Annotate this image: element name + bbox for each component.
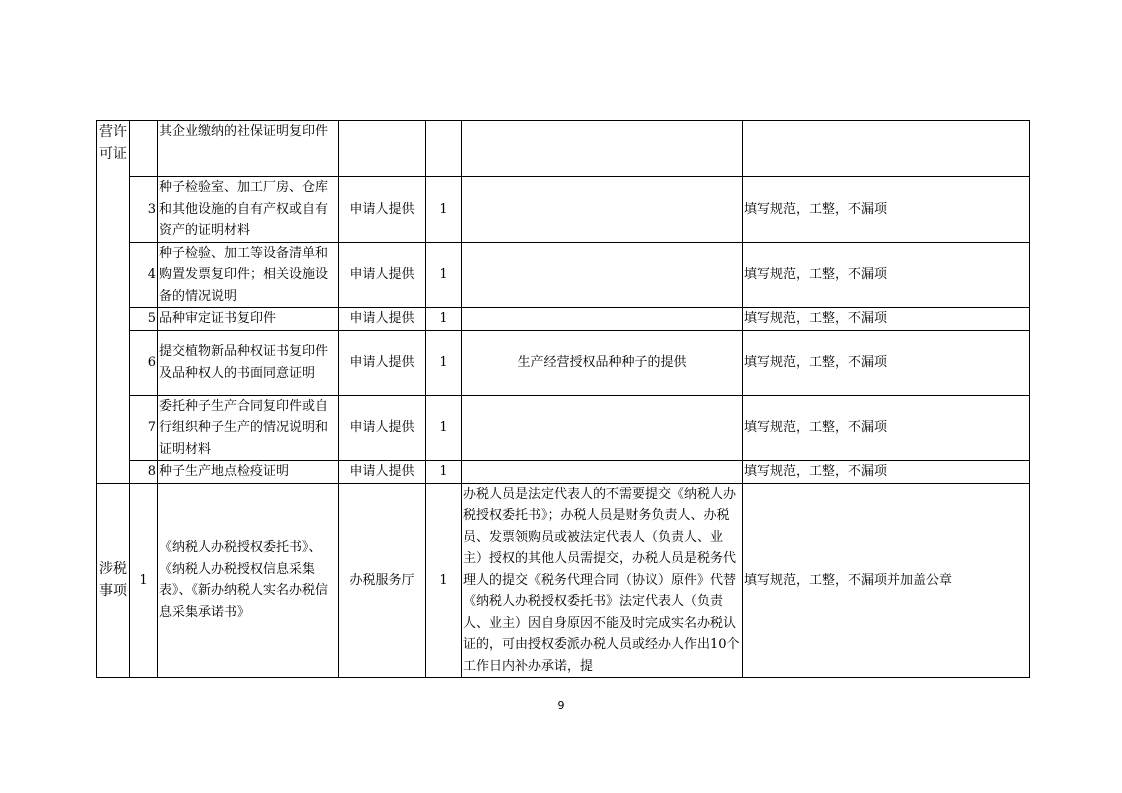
note-cell	[462, 308, 743, 331]
quantity-cell: 1	[426, 177, 462, 243]
requirement-cell	[743, 121, 1030, 177]
requirement-cell: 填写规范，工整，不漏项并加盖公章	[743, 483, 1030, 678]
page-number: 9	[557, 699, 565, 712]
note-cell	[462, 395, 743, 461]
table-row	[97, 308, 1030, 331]
quantity-cell: 1	[426, 242, 462, 308]
material-cell: 种子生产地点检疫证明	[158, 461, 339, 484]
source-cell	[339, 121, 426, 177]
source-cell: 申请人提供	[339, 395, 426, 461]
row-number: 6	[130, 330, 158, 395]
note-cell: 办税人员是法定代表人的不需要提交《纳税人办税授权委托书》；办税人员是财务负责人、办税员、发票领购员或被法定代表人（负责人、业主）授权的其他人员需提交，办税人员是税务代理人的提交《税务代理合同（协议）原件》代替《纳税人办税授权委托书》法定代表人（负责人、业主）因自身原因不能及时完成实名办税认证的，可由授权委派办税人员或经办人作出10个工作日内补办承诺，提	[462, 483, 743, 678]
source-cell: 申请人提供	[339, 308, 426, 331]
row-number: 7	[130, 395, 158, 461]
requirement-cell: 填写规范，工整，不漏项	[743, 242, 1030, 308]
materials-table	[96, 120, 1030, 678]
requirement-cell: 填写规范，工整，不漏项	[743, 461, 1030, 484]
source-cell: 申请人提供	[339, 177, 426, 243]
table-row	[97, 121, 1030, 177]
material-cell: 委托种子生产合同复印件或自行组织种子生产的情况说明和证明材料	[158, 395, 339, 461]
table-row	[97, 461, 1030, 484]
table-row	[97, 483, 1030, 678]
material-cell: 提交植物新品种权证书复印件及品种权人的书面同意证明	[158, 330, 339, 395]
source-cell: 申请人提供	[339, 461, 426, 484]
material-cell: 《纳税人办税授权委托书》、《纳税人办税授权信息采集表》、《新办纳税人实名办税信息采集承诺书》	[158, 483, 339, 678]
table-row	[97, 242, 1030, 308]
table-row	[97, 177, 1030, 243]
quantity-cell: 1	[426, 308, 462, 331]
category-cell: 营许可证	[97, 121, 130, 484]
requirement-cell: 填写规范，工整，不漏项	[743, 330, 1030, 395]
row-number: 1	[130, 483, 158, 678]
note-cell: 生产经营授权品种种子的提供	[462, 330, 743, 395]
note-cell	[462, 177, 743, 243]
row-number: 4	[130, 242, 158, 308]
quantity-cell: 1	[426, 330, 462, 395]
note-cell	[462, 461, 743, 484]
quantity-cell: 1	[426, 461, 462, 484]
requirement-cell: 填写规范，工整，不漏项	[743, 177, 1030, 243]
quantity-cell	[426, 121, 462, 177]
source-cell: 申请人提供	[339, 242, 426, 308]
note-cell	[462, 121, 743, 177]
category-cell: 涉税事项	[97, 483, 130, 678]
table-row	[97, 330, 1030, 395]
row-number: 5	[130, 308, 158, 331]
requirement-cell: 填写规范，工整，不漏项	[743, 308, 1030, 331]
table-row	[97, 395, 1030, 461]
source-cell: 申请人提供	[339, 330, 426, 395]
row-number: 8	[130, 461, 158, 484]
note-cell	[462, 242, 743, 308]
source-cell: 办税服务厅	[339, 483, 426, 678]
quantity-cell: 1	[426, 483, 462, 678]
material-cell: 其企业缴纳的社保证明复印件	[158, 121, 339, 177]
row-number	[130, 121, 158, 177]
material-cell: 种子检验、加工等设备清单和购置发票复印件；相关设施设备的情况说明	[158, 242, 339, 308]
material-cell: 种子检验室、加工厂房、仓库和其他设施的自有产权或自有资产的证明材料	[158, 177, 339, 243]
quantity-cell: 1	[426, 395, 462, 461]
material-cell: 品种审定证书复印件	[158, 308, 339, 331]
requirement-cell: 填写规范，工整，不漏项	[743, 395, 1030, 461]
row-number: 3	[130, 177, 158, 243]
